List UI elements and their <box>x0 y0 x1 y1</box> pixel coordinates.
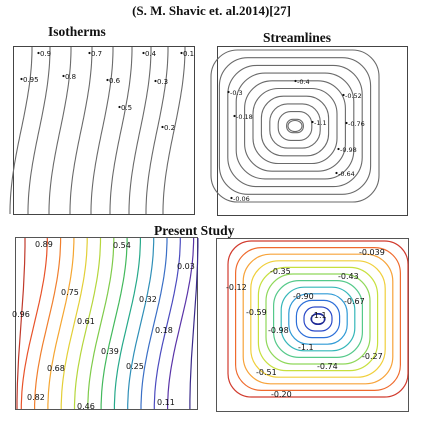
contour-label: 0.3 <box>157 78 169 86</box>
label-marker <box>20 78 22 80</box>
present-streamlines-plot <box>216 238 409 412</box>
label-marker <box>233 115 235 117</box>
label-marker <box>37 52 39 54</box>
contour-label: -0.20 <box>271 390 292 399</box>
contour-label: 0.39 <box>101 347 119 356</box>
reference-citation: (S. M. Shavic et. al.2014)[27] <box>132 3 291 18</box>
contour-label: -1.1 <box>298 343 314 352</box>
label-marker <box>342 94 344 96</box>
label-marker <box>154 80 156 82</box>
contour-label: -0.64 <box>338 170 355 178</box>
contour-label: 0.89 <box>35 240 53 249</box>
reference-isotherms-plot <box>13 46 195 215</box>
contour-label: -0.90 <box>293 292 314 301</box>
contour-label: -0.98 <box>340 146 357 154</box>
contour-label: 0.96 <box>12 310 30 319</box>
contour-label: 0.32 <box>139 295 157 304</box>
contour-label: -0.52 <box>345 92 362 100</box>
contour-label: -0.4 <box>297 78 310 86</box>
contour-label: -0.039 <box>359 248 385 257</box>
isotherms-title: Isotherms <box>48 24 106 39</box>
contour-label: 0.6 <box>109 77 121 85</box>
contour-label: -0.12 <box>226 283 247 292</box>
contour-label: 0.68 <box>47 364 65 373</box>
label-marker <box>294 80 296 82</box>
reference-streamlines-plot <box>217 46 408 216</box>
contour-label: 0.18 <box>155 326 173 335</box>
label-marker <box>161 126 163 128</box>
contour-label: -0.27 <box>362 352 383 361</box>
streamlines-title: Streamlines <box>263 30 331 45</box>
contour-label: -0.06 <box>233 195 250 203</box>
contour-label: 0.82 <box>27 393 45 402</box>
contour-label: 0.11 <box>157 398 175 407</box>
label-marker <box>62 75 64 77</box>
contour-label: -0.59 <box>246 308 267 317</box>
contour-label: -0.76 <box>348 120 365 128</box>
label-marker <box>106 79 108 81</box>
label-marker <box>230 197 232 199</box>
contour-label: 0.61 <box>77 317 95 326</box>
label-marker <box>335 172 337 174</box>
contour-label: 0.4 <box>145 50 157 58</box>
contour-label: 0.8 <box>65 73 77 81</box>
contour-label: 0.25 <box>126 362 144 371</box>
label-marker <box>118 106 120 108</box>
label-marker <box>88 52 90 54</box>
label-marker <box>227 91 229 93</box>
label-marker <box>337 148 339 150</box>
contour-label: 0.5 <box>121 104 133 112</box>
contour-label: -0.98 <box>268 326 289 335</box>
contour-label: -1.1 <box>311 311 327 320</box>
contour-label: 0.95 <box>23 76 39 84</box>
contour-label: 0.7 <box>91 50 103 58</box>
plot-frame <box>16 238 198 410</box>
contour-label: -0.74 <box>317 362 338 371</box>
contour-label: -0.18 <box>236 113 253 121</box>
label-marker <box>142 52 144 54</box>
contour-label: -0.35 <box>270 267 291 276</box>
label-marker <box>180 52 182 54</box>
contour-label: -0.3 <box>230 89 243 97</box>
contour-label: -0.43 <box>338 272 359 281</box>
contour-label: 0.1 <box>183 50 195 58</box>
contour-label: 0.46 <box>77 402 95 411</box>
present-isotherms-plot <box>12 237 198 411</box>
label-marker <box>311 121 313 123</box>
present-study-title: Present Study <box>154 223 235 238</box>
contour-label: 0.9 <box>40 50 52 58</box>
contour-label: 0.54 <box>113 241 131 250</box>
contour-label: -0.51 <box>256 368 277 377</box>
contour-label: 0.75 <box>61 288 79 297</box>
contour-label: -1.1 <box>314 119 327 127</box>
contour-label: -0.67 <box>344 297 365 306</box>
contour-label: 0.03 <box>177 262 195 271</box>
label-marker <box>345 122 347 124</box>
contour-label: 0.2 <box>164 124 176 132</box>
